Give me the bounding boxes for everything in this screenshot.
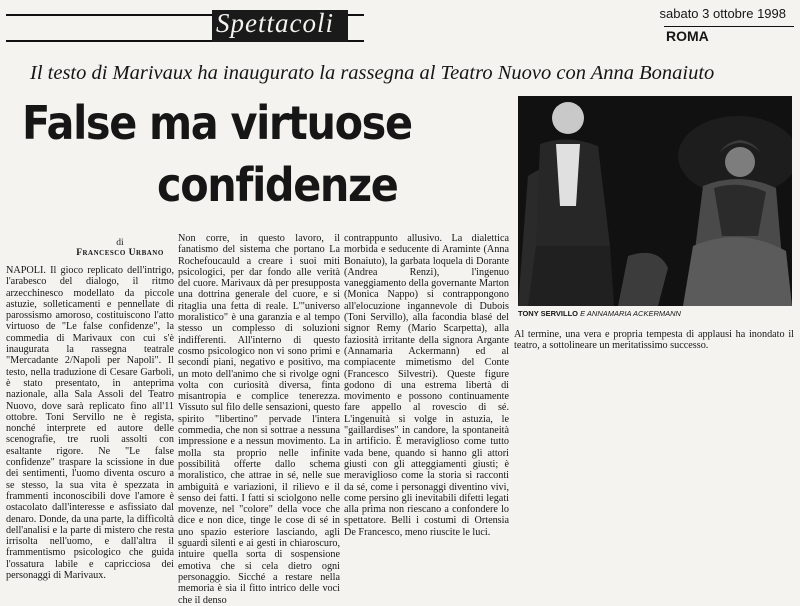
author-name: Francesco Urbano — [76, 248, 164, 258]
headline-line-1: False ma virtuose — [22, 96, 412, 150]
article-column-1 — [6, 265, 174, 581]
column-2-text: Non corre, in questo lavoro, il fanatismo del sistema che portano La Rochefoucauld a creare i suoi miti psicologici, per dar fondo alle verità del cuore. Marivaux dà per presupposta una dottrina generale del cuore, e si ritaglia una fetta di reale. L'"universo moralistico" è una garanzia e al tempo stesso un complesso di soluzioni indifferenti. All'interno di questo cosmo psicologico non vi sono primi e secondi piani, negativo e positivo, ma un moto dell'animo che si rivolge ogni volta con curiosità diversa, finta misantropia e complice tenerezza. Vissuto sul filo delle sensazioni, questo spirito "libertino" pervade l'intera commedia, che non si sottrae a nessuna impressione e a nessun movimento. La molla sta proprio nelle infinite possibilità offerte dallo schema moralistico, che attrae in sé, nelle sue ambiguità e variazioni, il rilievo e il senso dei fatti. I fatti si sciolgono nelle movenze, nel "colore" della voce che dice e non dice, tinge le cose di sé in uno spazio esteriore lasciando, agli sguardi silenti e ai gesti in chiaroscuro, intuire quella sorta di sospensione emotiva che si cela dietro ogni personaggio. Sicché a restare nella memoria è sia il fitto intrico delle voci che il denso — [178, 233, 340, 606]
article-kicker: Il testo di Marivaux ha inaugurato la rassegna al Teatro Nuovo con Anna Bonaiuto — [30, 62, 715, 84]
headline-line-2: confidenze — [157, 158, 398, 212]
column-4-text: Al termine, una vera e propria tempesta di applausi ha inondato il teatro, a sottolineare un meritatissimo successo. — [514, 329, 794, 352]
stage-photo-image — [518, 96, 792, 306]
issue-date: sabato 3 ottobre 1998 — [659, 6, 786, 21]
photo-caption — [518, 309, 681, 318]
caption-names-bold: TONY SERVILLO — [518, 309, 579, 318]
date-rule — [664, 26, 794, 27]
article-headline — [22, 92, 463, 216]
byline — [60, 238, 180, 258]
column-1-text: NAPOLI. Il gioco replicato dell'intrigo, l'arabesco del dialogo, il ritmo arzecchinesco modellato da piccole astuzie, solleticamenti e pennellate di parossismo amoroso, costituiscono l'atto virtuoso de "Le false confidenze", la commedia di Marivaux con cui s'è inaugurata la rassegna teatrale "Mercadante 2/Napoli per Napoli". Il testo, nella traduzione di Cesare Garboli, è stato presentato, in anteprima nazionale, alla Sala Assoli del Teatro Nuovo, dove sarà replicato fino all'11 ottobre. Toni Servillo ne è regista, nonché interprete ed autore delle scenografie, tre ruoli assolti con esaltante rigore. Ne "Le false confidenze" traspare la scissione in due dei sentimenti, l'uomo diventa oscuro a se stesso, la sua vita è spezzata in frammenti inconoscibili dove l'amore è ostacolato dall'interesse e asfissiato dal denaro. Donde, da una parte, la difficoltà dell'analisi e la parte di mistero che resta irrisolta nell'uomo, e dall'altra il frammentismo psicologico che guida l'ossatura labile e capricciosa dei personaggi di Marivaux. — [6, 265, 174, 582]
article-column-4 — [514, 329, 794, 352]
article-column-2 — [178, 233, 340, 606]
caption-names-rest: E ANNAMARIA ACKERMANN — [580, 309, 681, 318]
section-banner — [6, 8, 364, 42]
byline-prefix: di — [116, 238, 124, 248]
section-title: Spettacoli — [216, 8, 334, 38]
edition-city: ROMA — [666, 28, 709, 44]
article-column-3 — [344, 233, 509, 538]
column-3-text: contrappunto allusivo. La dialettica morbida e seducente di Araminte (Anna Bonaiuto), la garbata loquela di Dorante (Andrea Renzi), l'ingenuo vaneggiamento della governante Marton (Monica Nappo) si contrappongono all'elocuzione ingannevole di Dubois (Toni Servillo), alla facondia blasé del signor Remy (Mario Scarpetta), alla faziosità irritante della signora Argante (Annamaria Ackermann) ed al compiacente mimetismo del Conte (Francesco Silvestri). Queste figure godono di una estrema libertà di movimento e possono continuamente fare appello al rovescio di sé. L'ingenuità si volge in astuzia, le "gaillardises" in candore, la spontaneità in artificio. È meraviglioso come tutto vada bene, quando si hanno gli attori giusti con gli atteggiamenti giusti; è meraviglioso come la storia si racconti da sé, come i personaggi diventino vivi, come persino gli inevitabili difetti legati alla prima non riescano a confondere lo spettatore. Belli i costumi di Ortensia De Francesco, meno riuscite le luci. — [344, 233, 509, 538]
masthead — [6, 6, 794, 46]
stage-photo — [518, 96, 792, 306]
